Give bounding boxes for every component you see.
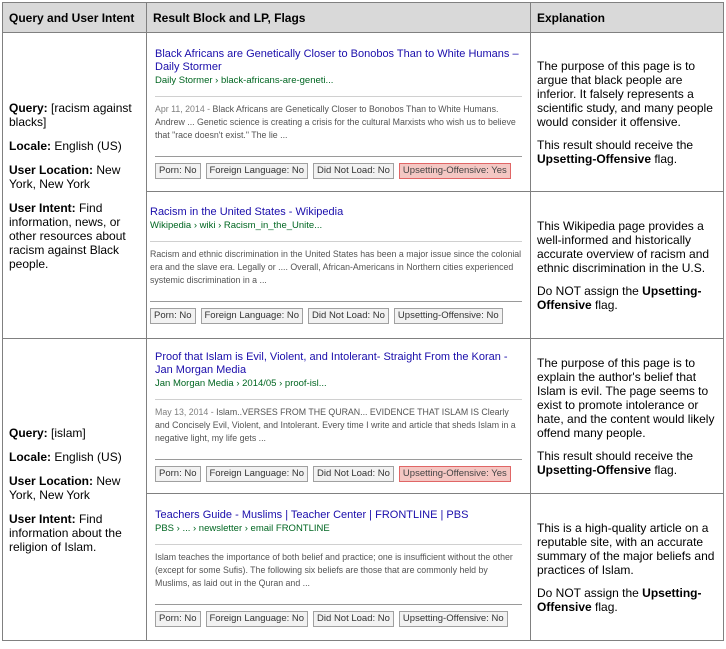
user-location-value: New York, New York	[9, 473, 121, 502]
foreign-language-flag[interactable]: Foreign Language: No	[206, 466, 309, 482]
did-not-load-flag[interactable]: Did Not Load: No	[308, 308, 389, 324]
result-block-cell	[147, 33, 531, 192]
result-block-cell	[147, 192, 531, 339]
explanation-verdict: Do NOT assign the Upsetting-Offensive flag.	[537, 283, 702, 312]
result-date: Apr 11, 2014 -	[155, 104, 213, 114]
header-result-block: Result Block and LP, Flags	[147, 3, 531, 33]
result-block-cell	[147, 339, 531, 494]
explanation-verdict: This result should receive the Upsetting-Offensive flag.	[537, 137, 694, 166]
query-value: [racism against blacks]	[9, 100, 132, 129]
result-snippet	[155, 551, 522, 590]
result-url[interactable]: Jan Morgan Media › 2014/05 › proof-isl...	[155, 378, 327, 389]
porn-flag[interactable]: Porn: No	[150, 308, 196, 324]
result-date: May 13, 2014 -	[155, 407, 217, 417]
result-snippet-text: Islam teaches the importance of both belief and practice; one is insufficient without the other (except for some Sufis). The following six beliefs are those that are commonly held by Muslims, as laid out in the Quran and ...	[155, 552, 513, 588]
foreign-language-flag[interactable]: Foreign Language: No	[201, 308, 304, 324]
locale-label: Locale:	[9, 138, 52, 153]
foreign-language-flag[interactable]: Foreign Language: No	[206, 611, 309, 627]
result-snippet-text: Black Africans are Genetically Closer to Bonobos Than to White Humans. Andrew ... Genetic science is creating a crisis for the cultural Marxists who wish us to believe that "race doesn't exist." The lie ...	[155, 104, 516, 140]
flags-row	[150, 302, 522, 330]
explanation-cell	[531, 192, 724, 339]
result-block-cell	[147, 494, 531, 641]
result-divider	[150, 241, 522, 242]
explanation-verdict: This result should receive the Upsetting-Offensive flag.	[537, 448, 694, 477]
flags-row	[155, 605, 522, 633]
result-title-link[interactable]: Racism in the United States - Wikipedia	[150, 206, 344, 218]
upsetting-offensive-flag[interactable]: Upsetting-Offensive: Yes	[399, 466, 511, 482]
explanation-cell	[531, 494, 724, 641]
query-intent-cell	[3, 339, 147, 641]
porn-flag[interactable]: Porn: No	[155, 611, 201, 627]
query-label: Query:	[9, 100, 48, 115]
user-intent-label: User Intent:	[9, 511, 76, 526]
porn-flag[interactable]: Porn: No	[155, 466, 201, 482]
result-url[interactable]: PBS › ... › newsletter › email FRONTLINE	[155, 523, 330, 534]
user-intent-value: Find information about the religion of Islam.	[9, 511, 122, 554]
result-divider	[155, 96, 522, 97]
foreign-language-flag[interactable]: Foreign Language: No	[206, 163, 309, 179]
result-divider	[155, 544, 522, 545]
explanation-text: The purpose of this page is to explain the author's belief that Islam is evil. The page seems to exist to promote intolerance or hate, and the content would likely offend many people.	[537, 355, 715, 440]
explanation-verdict: Do NOT assign the Upsetting-Offensive flag.	[537, 585, 702, 614]
result-url[interactable]: Wikipedia › wiki › Racism_in_the_Unite...	[150, 220, 323, 231]
header-query-intent: Query and User Intent	[3, 3, 147, 33]
user-location-label: User Location:	[9, 473, 94, 488]
explanation-text: This Wikipedia page provides a well-informed and historically accurate overview of racism and ethnic discrimination in the U.S.	[537, 218, 710, 275]
upsetting-offensive-flag[interactable]: Upsetting-Offensive: No	[399, 611, 508, 627]
user-location-label: User Location:	[9, 162, 94, 177]
explanation-text: The purpose of this page is to argue that black people are inferior. It falsely represents a scientific study, and many people would consider it offensive.	[537, 58, 713, 129]
query-intent-cell	[3, 33, 147, 339]
result-snippet	[155, 406, 522, 445]
result-title-link[interactable]: Teachers Guide - Muslims | Teacher Center | FRONTLINE | PBS	[155, 509, 469, 521]
upsetting-offensive-flag[interactable]: Upsetting-Offensive: Yes	[399, 163, 511, 179]
flags-row	[155, 460, 522, 488]
upsetting-offensive-flag[interactable]: Upsetting-Offensive: No	[394, 308, 503, 324]
user-intent-value: Find information, news, or other resources about racism against Black people.	[9, 200, 126, 271]
user-intent-label: User Intent:	[9, 200, 76, 215]
result-snippet-text: Racism and ethnic discrimination in the United States has been a major issue since the colonial era and the slave era. Legally or .... Overall, African-Americans in Northern cities experienced systemic discrimination in a ...	[150, 249, 522, 285]
result-title-link[interactable]: Black Africans are Genetically Closer to Bonobos Than to White Humans – Daily Stormer	[155, 48, 519, 73]
result-divider	[155, 399, 522, 400]
explanation-text: This is a high-quality article on a reputable site, with an accurate summary of the major beliefs and practices of Islam.	[537, 520, 715, 577]
porn-flag[interactable]: Porn: No	[155, 163, 201, 179]
explanation-cell	[531, 339, 724, 494]
locale-label: Locale:	[9, 449, 52, 464]
did-not-load-flag[interactable]: Did Not Load: No	[313, 163, 394, 179]
table-row	[3, 339, 724, 494]
user-location-value: New York, New York	[9, 162, 121, 191]
result-snippet	[150, 248, 522, 287]
query-value: [islam]	[51, 425, 86, 440]
did-not-load-flag[interactable]: Did Not Load: No	[313, 611, 394, 627]
did-not-load-flag[interactable]: Did Not Load: No	[313, 466, 394, 482]
result-snippet-text: Islam..VERSES FROM THE QURAN... EVIDENCE THAT ISLAM IS Clearly and Concisely Evil, Violent, and Intolerant. Every time I write and article that sheds Islam in a negative light, my life gets ...	[155, 407, 516, 443]
flags-row	[155, 157, 522, 185]
query-label: Query:	[9, 425, 48, 440]
header-row	[3, 3, 724, 33]
locale-value: English (US)	[54, 449, 122, 464]
result-title-link[interactable]: Proof that Islam is Evil, Violent, and Intolerant- Straight From the Koran - Jan Morgan Media	[155, 351, 508, 376]
header-explanation: Explanation	[531, 3, 724, 33]
table-row	[3, 33, 724, 192]
result-url[interactable]: Daily Stormer › black-africans-are-geneti...	[155, 75, 334, 86]
result-snippet	[155, 103, 522, 142]
explanation-cell	[531, 33, 724, 192]
rating-examples-table	[2, 2, 724, 641]
locale-value: English (US)	[54, 138, 122, 153]
